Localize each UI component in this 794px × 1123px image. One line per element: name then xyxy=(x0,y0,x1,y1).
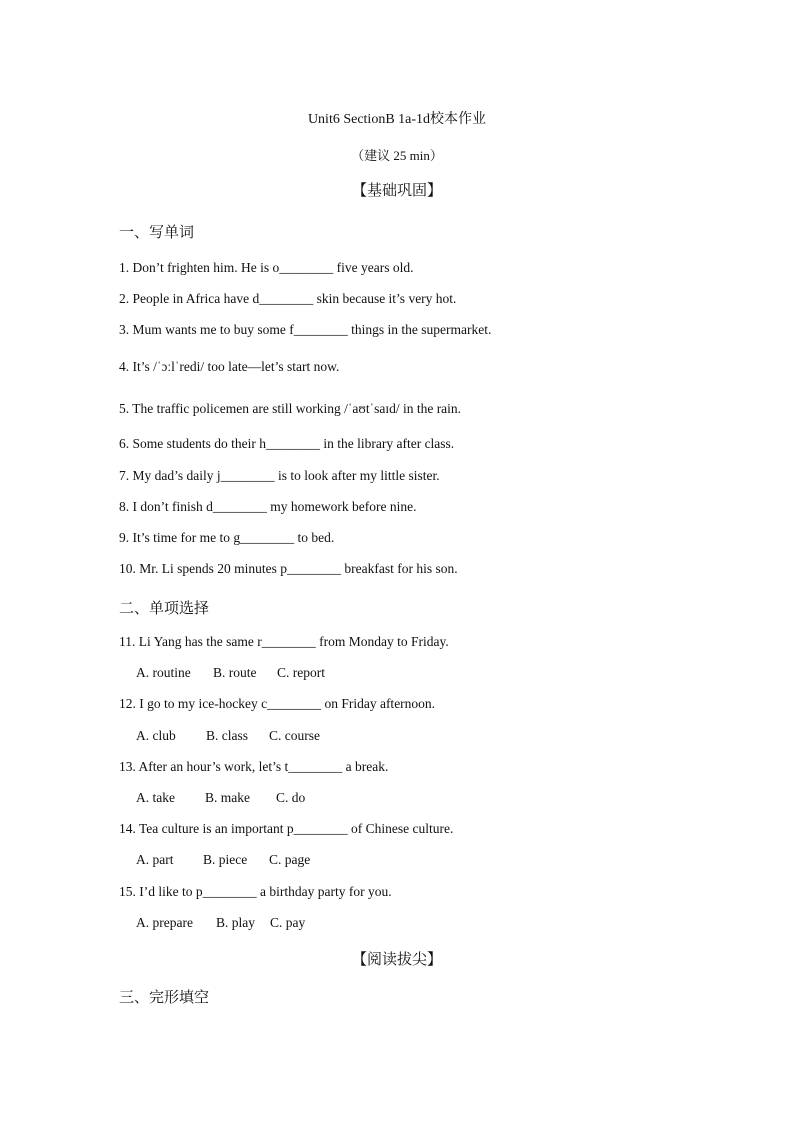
option-c: C. do xyxy=(276,790,306,805)
option-b: B. piece xyxy=(203,852,248,867)
question-5: 5. The traffic policemen are still working /ˈaʊtˈsaɪd/ in the rain. xyxy=(119,401,462,416)
question-11: 11. Li Yang has the same r________ from Monday to Friday. xyxy=(119,634,449,649)
option-c: C. page xyxy=(269,852,311,867)
section-heading-write-words: 一、写单词 xyxy=(119,225,195,241)
block-heading-basic: 【基础巩固】 xyxy=(351,183,442,199)
option-a: A. club xyxy=(136,728,176,743)
option-a: A. routine xyxy=(136,665,191,680)
option-b: B. class xyxy=(206,728,248,743)
question-2: 2. People in Africa have d________ skin because it’s very hot. xyxy=(119,291,457,306)
question-8: 8. I don’t finish d________ my homework before nine. xyxy=(119,499,417,514)
page-title: Unit6 SectionB 1a-1d校本作业 xyxy=(307,112,487,127)
option-a: A. take xyxy=(136,790,175,805)
question-15: 15. I’d like to p________ a birthday party for you. xyxy=(119,884,392,899)
question-12: 12. I go to my ice-hockey c________ on Friday afternoon. xyxy=(119,696,436,711)
options-11 xyxy=(136,665,325,681)
question-14: 14. Tea culture is an important p________ of Chinese culture. xyxy=(119,821,454,836)
options-13 xyxy=(136,790,305,806)
question-7: 7. My dad’s daily j________ is to look after my little sister. xyxy=(119,468,440,483)
options-14 xyxy=(136,852,310,868)
option-b: B. route xyxy=(213,665,257,680)
option-a: A. part xyxy=(136,852,174,867)
block-heading-reading: 【阅读拔尖】 xyxy=(351,952,442,968)
section-heading-single-choice: 二、单项选择 xyxy=(119,601,210,617)
option-c: C. pay xyxy=(270,915,306,930)
question-10: 10. Mr. Li spends 20 minutes p________ breakfast for his son. xyxy=(119,561,458,576)
options-15 xyxy=(136,915,305,931)
question-3: 3. Mum wants me to buy some f________ things in the supermarket. xyxy=(119,322,492,337)
question-1: 1. Don’t frighten him. He is o________ five years old. xyxy=(119,260,414,275)
option-c: C. report xyxy=(277,665,325,680)
question-9: 9. It’s time for me to g________ to bed. xyxy=(119,530,335,545)
question-4: 4. It’s /ˈɔːlˈredi/ too late—let’s start now. xyxy=(119,359,340,374)
question-13: 13. After an hour’s work, let’s t________ a break. xyxy=(119,759,389,774)
option-a: A. prepare xyxy=(136,915,193,930)
suggested-time: （建议 25 min） xyxy=(351,148,443,163)
options-12 xyxy=(136,728,320,744)
option-b: B. play xyxy=(216,915,255,930)
option-b: B. make xyxy=(205,790,250,805)
question-6: 6. Some students do their h________ in the library after class. xyxy=(119,436,455,451)
option-c: C. course xyxy=(269,728,320,743)
section-heading-cloze: 三、完形填空 xyxy=(119,990,210,1006)
